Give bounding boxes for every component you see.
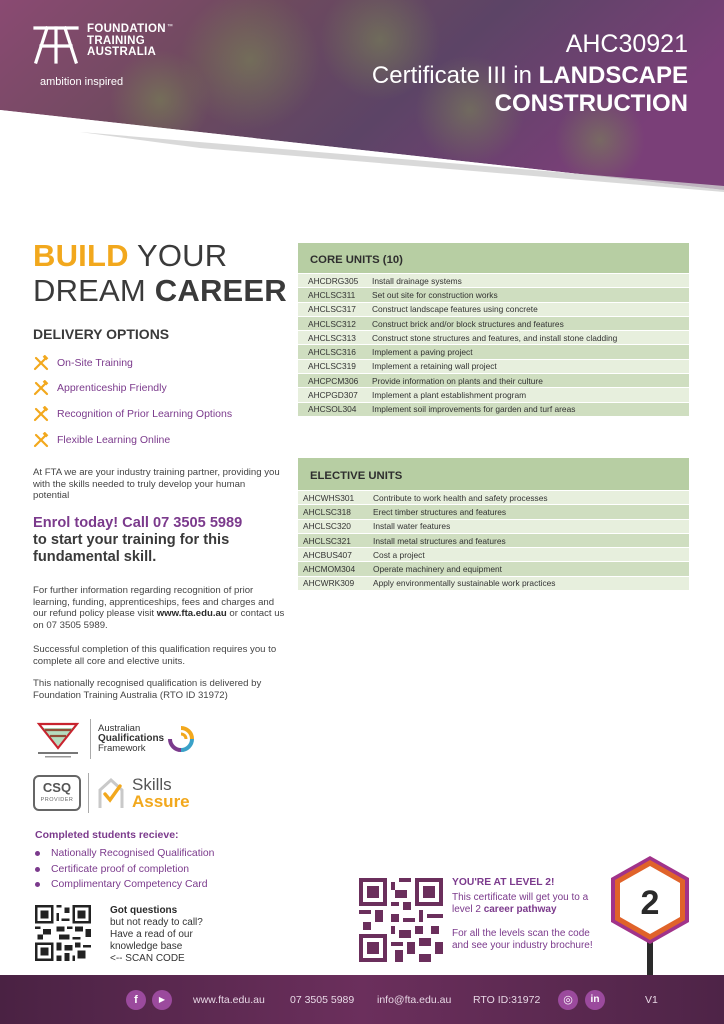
bullet-icon xyxy=(35,882,40,887)
table-row xyxy=(298,561,689,575)
skills-assure-word: Skills xyxy=(132,775,172,794)
aqf-line: Qualifications xyxy=(98,733,165,744)
benefit-label: Certificate proof of completion xyxy=(51,863,190,875)
nationally-recognised-training-logo-icon xyxy=(33,718,83,760)
unit-code: AHCLSC320 xyxy=(303,521,351,532)
page-headline xyxy=(33,238,287,308)
completed-benefits-list xyxy=(35,846,214,893)
delivery-options-heading: DELIVERY OPTIONS xyxy=(33,326,170,342)
footer-website[interactable]: www.fta.edu.au xyxy=(193,993,265,1006)
table-row xyxy=(298,373,689,387)
logo-divider xyxy=(90,719,91,759)
core-units-heading: CORE UNITS (10) xyxy=(298,243,689,273)
got-questions-text xyxy=(110,905,203,965)
level-text xyxy=(452,892,602,916)
unit-title: Install drainage systems xyxy=(372,275,462,286)
table-row xyxy=(298,504,689,518)
table-row xyxy=(298,490,689,504)
delivery-options-list xyxy=(33,350,232,452)
career-pathway-qr-code-icon[interactable] xyxy=(359,878,443,962)
csq-logo-subtext: PROVIDER xyxy=(40,797,74,803)
csq-logo-text: CSQ xyxy=(42,780,72,795)
accreditation-logos-row xyxy=(33,718,196,760)
intro-text: At FTA we are your industry training partner, providing you with the skills needed to truly develop your human potential xyxy=(33,467,280,501)
delivery-option-label: Flexible Learning Online xyxy=(57,433,171,446)
footer-contents xyxy=(0,975,724,1024)
got-questions-line: <-- SCAN CODE xyxy=(110,953,185,964)
unit-code: AHCLSC319 xyxy=(308,361,356,372)
footer-version: V1 xyxy=(645,993,658,1006)
unit-title: Cost a project xyxy=(373,549,425,560)
unit-title: Erect timber structures and features xyxy=(373,506,507,517)
unit-title: Implement a retaining wall project xyxy=(372,361,497,372)
unit-title: Apply environmentally sustainable work practices xyxy=(373,578,556,589)
bullet-icon xyxy=(35,867,40,872)
further-info-after: or contact us on 07 3505 5989. xyxy=(33,608,285,631)
enrol-call-line: Enrol today! Call 07 3505 5989 xyxy=(33,515,243,531)
youtube-icon[interactable]: ▶ xyxy=(152,990,172,1010)
csq-provider-logo xyxy=(33,775,81,811)
delivered-by-text: This nationally recognised qualification is delivered by Foundation Training Australia (RTO ID 31972) xyxy=(33,678,262,701)
tools-icon xyxy=(33,380,49,396)
unit-code: AHCLSC316 xyxy=(308,347,356,358)
unit-code: AHCLSC317 xyxy=(308,304,356,315)
tools-icon xyxy=(33,355,49,371)
level-scan-text: For all the levels scan the code and see your industry brochure! xyxy=(452,928,593,951)
delivery-option xyxy=(33,350,232,376)
benefit-label: Nationally Recognised Qualification xyxy=(51,848,215,860)
aqf-line: Framework xyxy=(98,743,146,754)
level-text-before: This certificate will get you to a level 2 xyxy=(452,892,589,915)
unit-title: Construct stone structures and features, and install stone cladding xyxy=(372,332,618,343)
level-text-bold: career pathway xyxy=(483,904,557,915)
completed-students-heading: Completed students recieve: xyxy=(35,829,179,841)
linkedin-icon[interactable]: in xyxy=(585,990,605,1010)
delivery-option xyxy=(33,427,232,453)
completion-requirement-text: Successful completion of this qualification requires you to complete all core and elective units. xyxy=(33,644,277,667)
brand-name xyxy=(87,24,166,59)
table-row xyxy=(298,533,689,547)
unit-title: Implement a paving project xyxy=(372,347,473,358)
enrol-callout xyxy=(33,515,293,566)
unit-code: AHCLSC318 xyxy=(303,506,351,517)
partner-logos-row xyxy=(33,773,190,813)
unit-code: AHCWRK309 xyxy=(303,578,355,589)
trademark: ™ xyxy=(166,24,173,30)
unit-title: Implement a plant establishment program xyxy=(372,390,527,401)
unit-code: AHCLSC311 xyxy=(308,289,356,300)
table-row xyxy=(298,273,689,287)
enrol-subline: to start your training for this fundamental skill. xyxy=(33,532,230,565)
brand-name-line: AUSTRALIA xyxy=(87,46,157,58)
benefit-label: Complimentary Competency Card xyxy=(51,879,208,891)
further-info-text xyxy=(33,585,288,631)
headline-career: CAREER xyxy=(154,273,287,308)
unit-title: Set out site for construction works xyxy=(372,289,498,300)
delivery-option-label: On-Site Training xyxy=(57,356,133,369)
list-item xyxy=(35,877,214,893)
header-banner xyxy=(0,0,724,200)
fta-logo-mark-icon xyxy=(33,24,79,64)
level-heading: YOU'RE AT LEVEL 2! xyxy=(452,877,555,888)
unit-code: AHCSOL304 xyxy=(308,404,357,415)
unit-code: AHCLSC313 xyxy=(308,332,356,343)
brand-name-line: FOUNDATION xyxy=(87,23,166,35)
got-questions-line: Have a read of our xyxy=(110,929,193,940)
delivery-option xyxy=(33,376,232,402)
level-badge-sign-icon xyxy=(605,852,695,982)
qualification-title-prefix: Certificate III in xyxy=(371,62,539,89)
list-item xyxy=(35,862,214,878)
unit-code: AHCLSC321 xyxy=(303,535,351,546)
skills-assure-logo xyxy=(132,776,190,810)
qualification-title-bold: LANDSCAPE xyxy=(538,62,688,89)
table-row xyxy=(298,387,689,401)
unit-title: Provide information on plants and their culture xyxy=(372,375,543,386)
core-units-table xyxy=(298,243,689,416)
headline-build: BUILD xyxy=(33,238,129,273)
brand-tagline: ambition inspired xyxy=(40,76,124,88)
table-row xyxy=(298,359,689,373)
unit-code: AHCPGD307 xyxy=(308,390,358,401)
elective-units-heading: ELECTIVE UNITS xyxy=(298,458,689,490)
level-number: 2 xyxy=(640,884,660,922)
headline-dream: DREAM xyxy=(33,273,155,308)
unit-title: Implement soil improvements for garden and turf areas xyxy=(372,404,576,415)
unit-code: AHCPCM306 xyxy=(308,375,359,386)
unit-code: AHCDRG305 xyxy=(308,275,359,286)
skills-assure-house-icon xyxy=(96,776,126,810)
got-questions-line: but not ready to call? xyxy=(110,917,203,928)
instagram-icon[interactable]: ◎ xyxy=(558,990,578,1010)
headline-your: YOUR xyxy=(128,238,228,273)
aqf-swirl-icon xyxy=(166,724,196,754)
aqf-line: Australian xyxy=(98,723,141,734)
unit-code: AHCBUS407 xyxy=(303,549,352,560)
table-row xyxy=(298,344,689,358)
brand-name-line: TRAINING xyxy=(87,34,145,47)
unit-title: Install metal structures and features xyxy=(373,535,506,546)
fta-logo xyxy=(33,24,173,64)
unit-title: Operate machinery and equipment xyxy=(373,564,502,575)
unit-title: Install water features xyxy=(373,521,451,532)
got-questions-heading: Got questions xyxy=(110,905,178,916)
table-row xyxy=(298,519,689,533)
footer-email[interactable]: info@fta.edu.au xyxy=(377,993,452,1006)
list-item xyxy=(35,846,214,862)
unit-code: AHCWHS301 xyxy=(303,492,355,503)
delivery-option-label: Apprenticeship Friendly xyxy=(57,382,167,395)
unit-title: Construct landscape features using concrete xyxy=(372,304,538,315)
bullet-icon xyxy=(35,851,40,856)
unit-code: AHCMOM304 xyxy=(303,564,356,575)
delivery-option xyxy=(33,401,232,427)
logo-divider xyxy=(88,773,89,813)
footer-bar xyxy=(0,975,724,1024)
website-link[interactable]: www.fta.edu.au xyxy=(156,608,227,619)
unit-code: AHCLSC312 xyxy=(308,318,356,329)
qualification-code: AHC30921 xyxy=(565,30,688,58)
table-row xyxy=(298,316,689,330)
unit-title: Contribute to work health and safety processes xyxy=(373,492,548,503)
footer-phone[interactable]: 07 3505 5989 xyxy=(290,993,355,1006)
table-row xyxy=(298,287,689,301)
qualification-title-bold: CONSTRUCTION xyxy=(494,90,688,117)
tools-icon xyxy=(33,406,49,422)
table-row xyxy=(298,576,689,590)
footer-rto: RTO ID:31972 xyxy=(473,993,541,1006)
elective-units-table xyxy=(298,458,689,590)
table-row xyxy=(298,547,689,561)
skills-assure-word: Assure xyxy=(132,792,190,811)
table-row xyxy=(298,402,689,416)
got-questions-line: knowledge base xyxy=(110,941,183,952)
qualification-title xyxy=(372,62,688,118)
table-row xyxy=(298,330,689,344)
tools-icon xyxy=(33,432,49,448)
delivery-option-label: Recognition of Prior Learning Options xyxy=(57,407,233,420)
facebook-icon[interactable]: f xyxy=(126,990,146,1010)
further-info-before: For further information regarding recognition of prior learning, funding, apprenticeships, fees and charges and our refund policy please visit xyxy=(33,585,275,619)
table-row xyxy=(298,302,689,316)
aqf-logo xyxy=(98,724,164,754)
knowledge-base-qr-code-icon[interactable] xyxy=(35,905,91,961)
unit-title: Construct brick and/or block structures and features xyxy=(372,318,564,329)
